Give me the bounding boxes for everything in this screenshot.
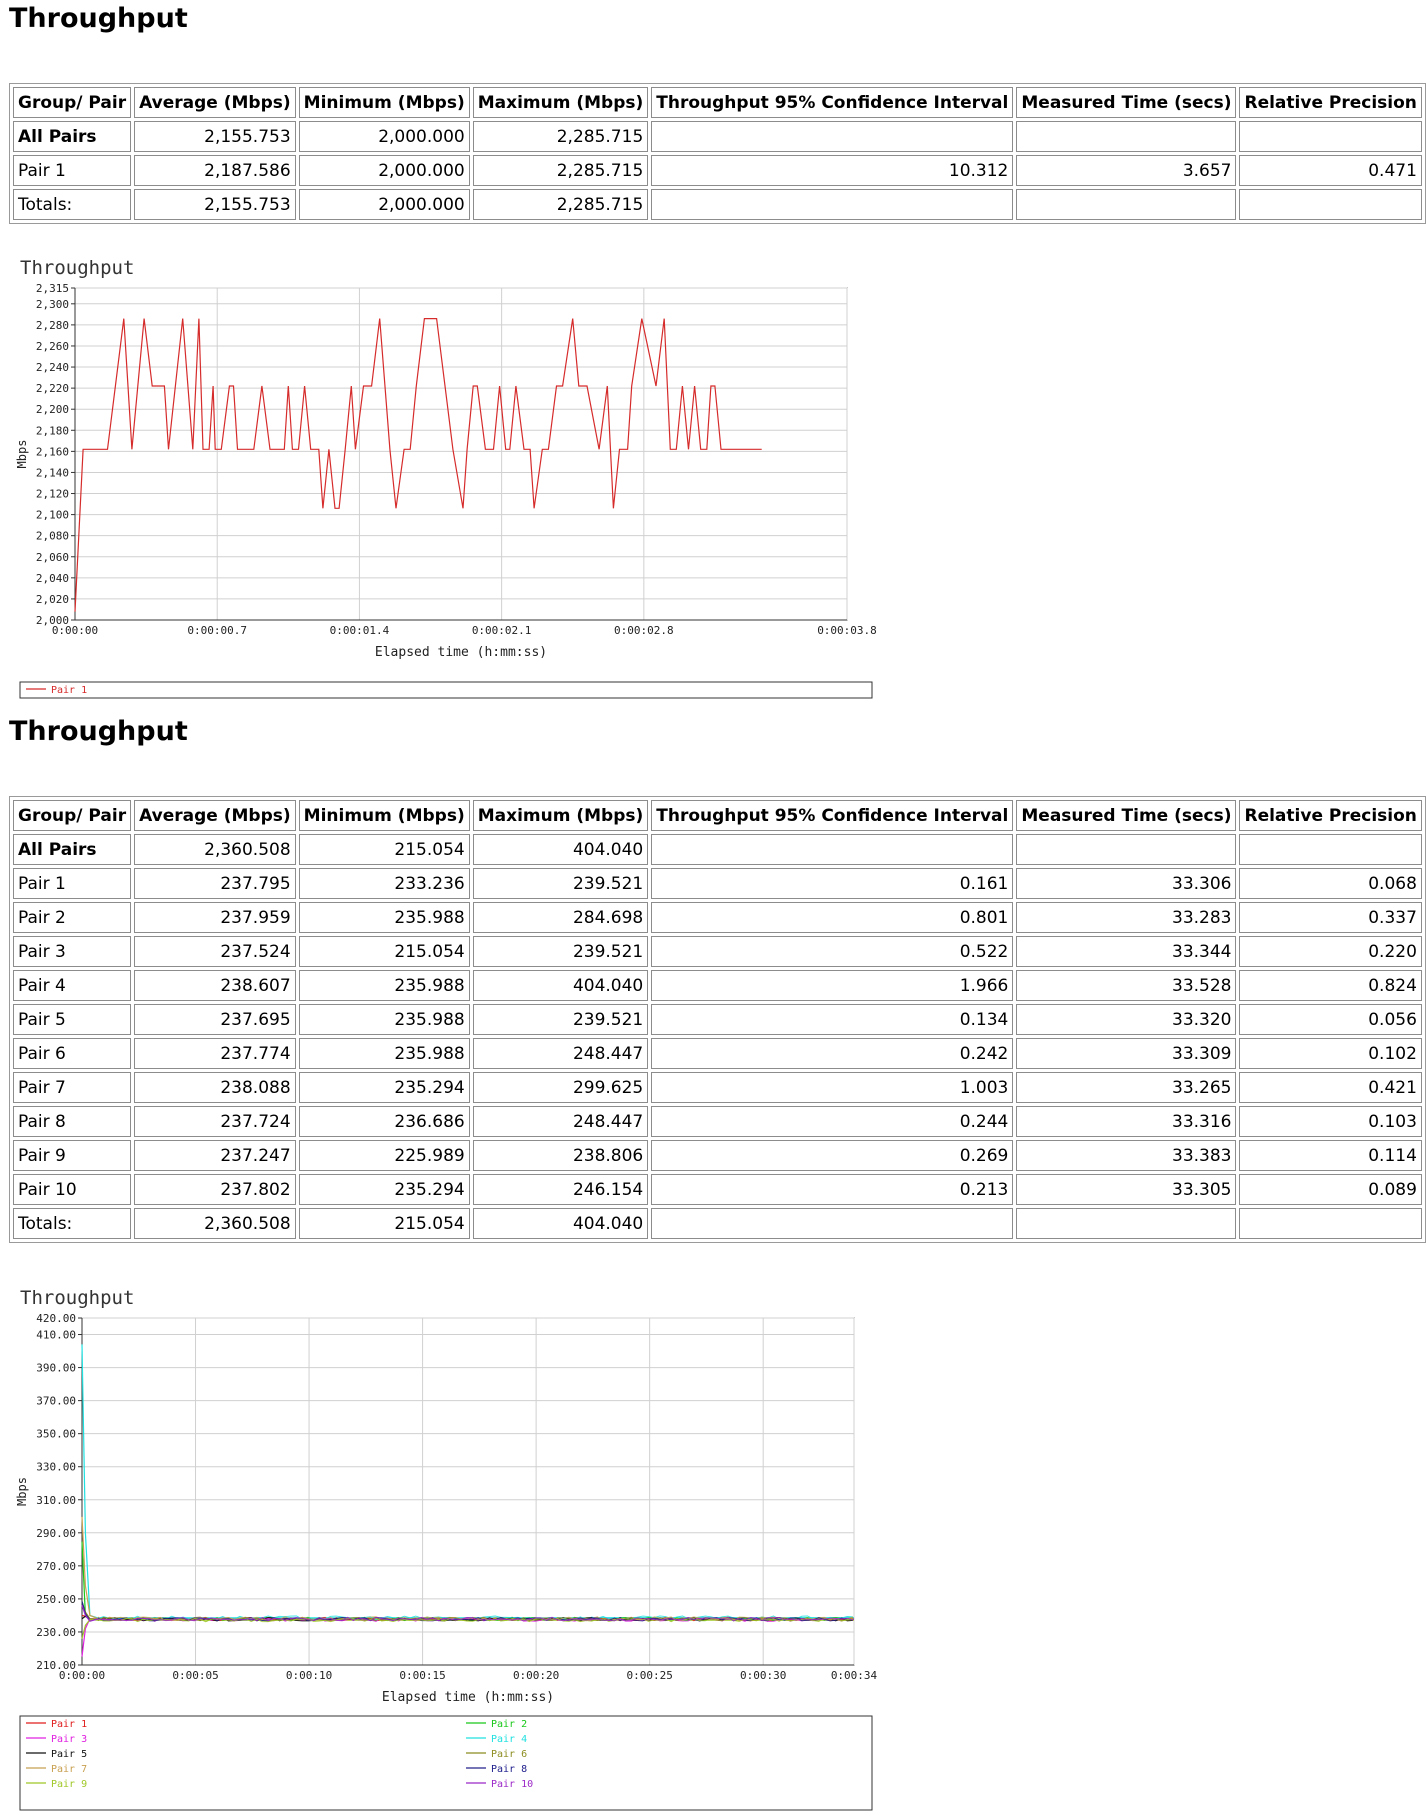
table-cell: 2,000.000: [299, 121, 470, 152]
table-cell: 237.802: [134, 1174, 296, 1205]
legend-label: Pair 10: [491, 1779, 534, 1790]
column-header: Group/ Pair: [13, 87, 131, 118]
table-cell: 33.316: [1016, 1106, 1236, 1137]
legend-label: Pair 3: [51, 1734, 88, 1745]
table-cell: 2,155.753: [134, 121, 296, 152]
table-cell: 237.724: [134, 1106, 296, 1137]
x-tick-label: 0:00:00.7: [187, 624, 248, 637]
table-cell: 33.305: [1016, 1174, 1236, 1205]
y-tick-label: 2,300: [35, 297, 69, 311]
y-tick-label: 410.00: [36, 1328, 76, 1342]
legend-label: Pair 1: [51, 1719, 88, 1730]
x-axis-label: Elapsed time (h:mm:ss): [374, 645, 548, 660]
table-cell: 404.040: [473, 1208, 649, 1239]
table-cell: 248.447: [473, 1038, 649, 1069]
row-label: Pair 7: [13, 1072, 131, 1103]
table-row: [13, 189, 1422, 220]
x-tick-label: 0:00:03.8: [817, 624, 877, 637]
column-header: Measured Time (secs): [1016, 87, 1236, 118]
table-row: [13, 936, 1422, 967]
legend-label: Pair 8: [491, 1764, 528, 1775]
y-tick-label: 2,240: [35, 361, 69, 375]
y-tick-label: 310.00: [36, 1493, 76, 1507]
table-cell: 0.522: [651, 936, 1013, 967]
table-cell: 237.774: [134, 1038, 296, 1069]
table-cell: 1.966: [651, 970, 1013, 1001]
table-cell: 235.988: [299, 1004, 470, 1035]
table-cell: 0.103: [1239, 1106, 1421, 1137]
table-cell: 238.806: [473, 1140, 649, 1171]
legend: [20, 1716, 872, 1810]
table-cell: 2,285.715: [473, 189, 649, 220]
table-cell: 236.686: [299, 1106, 470, 1137]
y-tick-label: 2,140: [35, 466, 69, 480]
table-cell: 10.312: [651, 155, 1013, 186]
table-cell: 239.521: [473, 1004, 649, 1035]
table-cell: 0.213: [651, 1174, 1013, 1205]
table-cell: 33.344: [1016, 936, 1236, 967]
x-tick-label: 0:00:00: [58, 1669, 106, 1682]
plot-area: [75, 288, 847, 620]
table-cell: 237.959: [134, 902, 296, 933]
table-cell: 33.320: [1016, 1004, 1236, 1035]
y-tick-label: 210.00: [36, 1659, 76, 1672]
x-tick-label: 0:00:02.8: [614, 624, 674, 637]
legend: [20, 682, 872, 698]
y-tick-label: 270.00: [36, 1559, 76, 1573]
table-cell: 238.088: [134, 1072, 296, 1103]
column-header: Average (Mbps): [134, 87, 296, 118]
table-cell: 2,360.508: [134, 834, 296, 865]
y-tick-label: 230.00: [36, 1625, 76, 1639]
table-cell: 246.154: [473, 1174, 649, 1205]
table-row: [13, 868, 1422, 899]
table-cell: 238.607: [134, 970, 296, 1001]
column-header: Throughput 95% Confidence Interval: [651, 87, 1013, 118]
table-row: [13, 1174, 1422, 1205]
table-cell: 1.003: [651, 1072, 1013, 1103]
table-cell: 404.040: [473, 970, 649, 1001]
table-cell: 235.988: [299, 970, 470, 1001]
table-cell: 299.625: [473, 1072, 649, 1103]
table-cell: 233.236: [299, 868, 470, 899]
table-cell: 235.294: [299, 1072, 470, 1103]
row-label: Pair 8: [13, 1106, 131, 1137]
legend-label: Pair 4: [491, 1734, 528, 1745]
table-cell: 237.695: [134, 1004, 296, 1035]
x-tick-label: 0:00:30: [739, 1669, 787, 1682]
y-tick-label: 2,280: [35, 318, 69, 332]
row-label: Pair 6: [13, 1038, 131, 1069]
y-tick-label: 2,000: [35, 614, 69, 627]
throughput-table-1: [9, 83, 1426, 224]
table-cell: 0.244: [651, 1106, 1013, 1137]
table-cell: 235.988: [299, 902, 470, 933]
row-label: Pair 3: [13, 936, 131, 967]
row-label: Pair 5: [13, 1004, 131, 1035]
column-header: Average (Mbps): [134, 800, 296, 831]
table-cell: 33.265: [1016, 1072, 1236, 1103]
y-tick-label: 2,220: [35, 382, 69, 396]
table-cell: 33.528: [1016, 970, 1236, 1001]
y-tick-label: 2,100: [35, 508, 69, 522]
x-tick-label: 0:00:20: [512, 1669, 560, 1682]
throughput-table-2: [9, 796, 1426, 1243]
legend-label: Pair 9: [51, 1779, 88, 1790]
row-label: Totals:: [13, 1208, 131, 1239]
table-cell: 0.337: [1239, 902, 1421, 933]
table-cell: 239.521: [473, 868, 649, 899]
y-tick-label: 2,080: [35, 529, 69, 543]
table-cell: 2,360.508: [134, 1208, 296, 1239]
table-cell: [651, 121, 1013, 152]
throughput-chart-1: [0, 250, 880, 710]
table-cell: 0.824: [1239, 970, 1421, 1001]
table-cell: [651, 189, 1013, 220]
table-cell: 215.054: [299, 1208, 470, 1239]
column-header: Minimum (Mbps): [299, 800, 470, 831]
table-row: [13, 121, 1422, 152]
row-label: All Pairs: [13, 834, 131, 865]
chart-title: Throughput: [20, 257, 135, 279]
table-cell: [1239, 834, 1421, 865]
table-cell: 33.383: [1016, 1140, 1236, 1171]
column-header: Maximum (Mbps): [473, 87, 649, 118]
y-axis-label: Mbps: [15, 1477, 29, 1506]
y-tick-label: 330.00: [36, 1460, 76, 1474]
legend-label: Pair 7: [51, 1764, 88, 1775]
y-tick-label: 2,160: [35, 445, 69, 459]
table-cell: 2,187.586: [134, 155, 296, 186]
table-cell: 33.306: [1016, 868, 1236, 899]
table-row: [13, 834, 1422, 865]
row-label: Pair 2: [13, 902, 131, 933]
y-tick-label: 2,260: [35, 339, 69, 353]
table-cell: [1239, 189, 1421, 220]
throughput-chart-2: [0, 1280, 880, 1815]
plot-area: [82, 1318, 854, 1665]
y-tick-label: 2,060: [35, 550, 69, 564]
y-tick-label: 290.00: [36, 1526, 76, 1540]
table-cell: 0.471: [1239, 155, 1421, 186]
table-header-row: [13, 87, 1422, 118]
table-cell: 0.242: [651, 1038, 1013, 1069]
table-cell: [1016, 1208, 1236, 1239]
row-label: Pair 1: [13, 868, 131, 899]
table-cell: 2,285.715: [473, 155, 649, 186]
table-cell: [1016, 121, 1236, 152]
y-tick-label: 390.00: [36, 1361, 76, 1375]
table-cell: 0.269: [651, 1140, 1013, 1171]
table-cell: 215.054: [299, 834, 470, 865]
y-tick-label: 350.00: [36, 1427, 76, 1441]
table-cell: 239.521: [473, 936, 649, 967]
section-2-title: Throughput: [9, 716, 188, 747]
table-cell: 237.524: [134, 936, 296, 967]
table-cell: 0.068: [1239, 868, 1421, 899]
x-axis-label: Elapsed time (h:mm:ss): [381, 1690, 555, 1705]
x-tick-label: 0:00:10: [285, 1669, 333, 1682]
table-cell: 404.040: [473, 834, 649, 865]
row-label: Pair 4: [13, 970, 131, 1001]
x-tick-label: 0:00:00: [51, 624, 99, 637]
table-cell: 0.089: [1239, 1174, 1421, 1205]
column-header: Group/ Pair: [13, 800, 131, 831]
legend-label: Pair 2: [491, 1719, 528, 1730]
x-tick-label: 0:00:34: [830, 1669, 878, 1682]
y-tick-label: 370.00: [36, 1394, 76, 1408]
table-cell: 0.421: [1239, 1072, 1421, 1103]
x-tick-label: 0:00:25: [626, 1669, 673, 1682]
y-tick-label: 2,120: [35, 487, 69, 501]
section-1-title: Throughput: [9, 3, 188, 34]
column-header: Maximum (Mbps): [473, 800, 649, 831]
table-cell: 235.988: [299, 1038, 470, 1069]
table-cell: 284.698: [473, 902, 649, 933]
table-row: [13, 155, 1422, 186]
table-cell: 0.056: [1239, 1004, 1421, 1035]
table-cell: 215.054: [299, 936, 470, 967]
x-tick-label: 0:00:15: [399, 1669, 446, 1682]
table-cell: [1016, 189, 1236, 220]
y-tick-label: 2,040: [35, 571, 69, 585]
table-cell: 33.283: [1016, 902, 1236, 933]
y-tick-label: 250.00: [36, 1592, 76, 1606]
table-cell: [651, 1208, 1013, 1239]
table-cell: 0.801: [651, 902, 1013, 933]
table-row: [13, 1106, 1422, 1137]
table-row: [13, 1038, 1422, 1069]
table-cell: [1239, 1208, 1421, 1239]
legend-label: Pair 1: [51, 685, 88, 696]
table-cell: [1239, 121, 1421, 152]
y-tick-label: 2,200: [35, 403, 69, 417]
column-header: Relative Precision: [1239, 800, 1421, 831]
table-cell: 237.795: [134, 868, 296, 899]
table-cell: 2,285.715: [473, 121, 649, 152]
x-tick-label: 0:00:02.1: [471, 624, 532, 637]
table-cell: 225.989: [299, 1140, 470, 1171]
table-cell: [1016, 834, 1236, 865]
y-tick-label: 2,020: [35, 592, 69, 606]
x-tick-label: 0:00:01.4: [329, 624, 390, 637]
table-cell: 248.447: [473, 1106, 649, 1137]
table-cell: 33.309: [1016, 1038, 1236, 1069]
table-cell: 2,155.753: [134, 189, 296, 220]
y-tick-label: 420.00: [36, 1312, 76, 1325]
table-row: [13, 902, 1422, 933]
chart-title: Throughput: [20, 1287, 135, 1309]
column-header: Relative Precision: [1239, 87, 1421, 118]
table-row: [13, 1208, 1422, 1239]
table-cell: [651, 834, 1013, 865]
y-tick-label: 2,315: [35, 282, 69, 295]
row-label: Pair 1: [13, 155, 131, 186]
table-cell: 3.657: [1016, 155, 1236, 186]
table-cell: 0.134: [651, 1004, 1013, 1035]
row-label: Pair 10: [13, 1174, 131, 1205]
y-tick-label: 2,180: [35, 424, 69, 438]
table-cell: 0.102: [1239, 1038, 1421, 1069]
y-axis-label: Mbps: [15, 439, 29, 469]
legend-label: Pair 5: [51, 1749, 88, 1760]
column-header: Minimum (Mbps): [299, 87, 470, 118]
table-cell: 0.161: [651, 868, 1013, 899]
table-cell: 0.114: [1239, 1140, 1421, 1171]
table-cell: 2,000.000: [299, 155, 470, 186]
table-cell: 2,000.000: [299, 189, 470, 220]
table-cell: 237.247: [134, 1140, 296, 1171]
column-header: Throughput 95% Confidence Interval: [651, 800, 1013, 831]
legend-label: Pair 6: [491, 1749, 528, 1760]
x-tick-label: 0:00:05: [172, 1669, 219, 1682]
row-label: Totals:: [13, 189, 131, 220]
table-cell: 0.220: [1239, 936, 1421, 967]
table-row: [13, 1140, 1422, 1171]
table-header-row: [13, 800, 1422, 831]
table-row: [13, 1004, 1422, 1035]
table-row: [13, 1072, 1422, 1103]
column-header: Measured Time (secs): [1016, 800, 1236, 831]
table-row: [13, 970, 1422, 1001]
row-label: All Pairs: [13, 121, 131, 152]
row-label: Pair 9: [13, 1140, 131, 1171]
table-cell: 235.294: [299, 1174, 470, 1205]
